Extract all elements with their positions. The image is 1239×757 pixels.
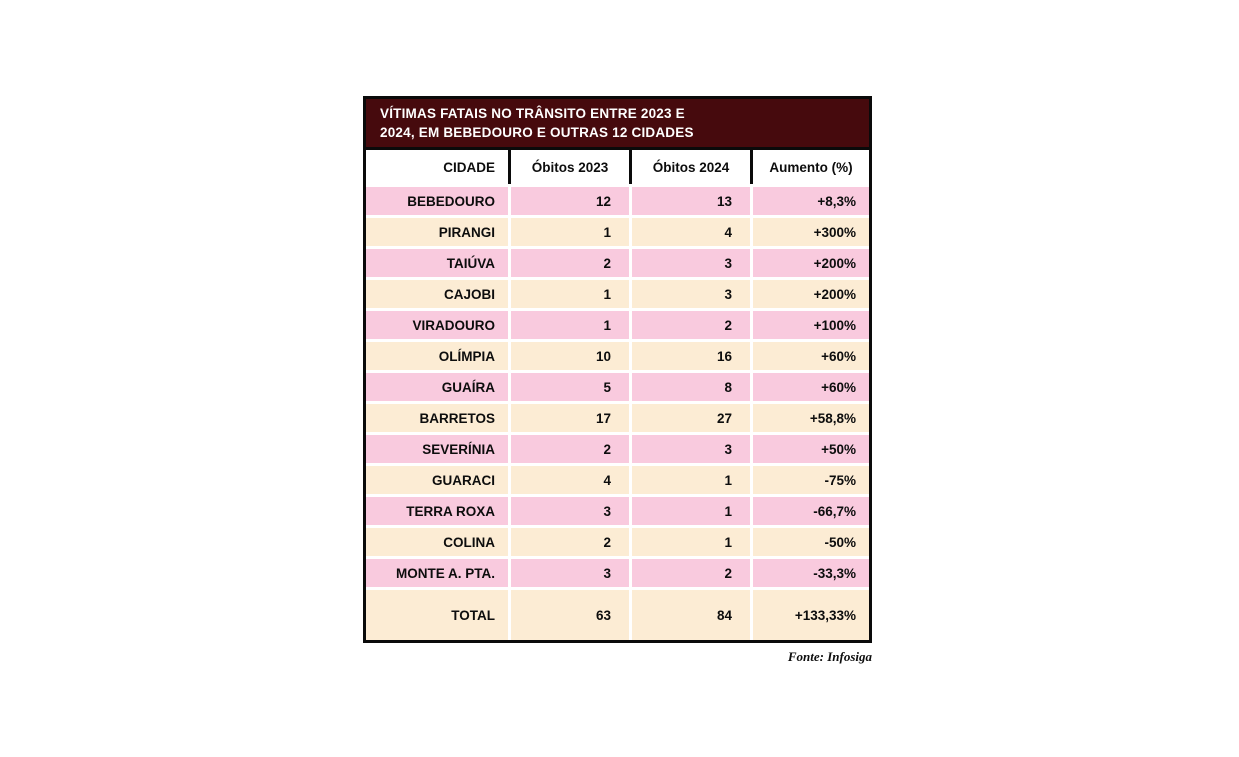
cell-aumento: +300%	[750, 218, 869, 246]
cell-obitos-2024: 1	[629, 528, 750, 556]
cell-cidade: BARRETOS	[366, 404, 508, 432]
cell-total-label: TOTAL	[366, 590, 508, 640]
cell-aumento: -66,7%	[750, 497, 869, 525]
cell-obitos-2024: 3	[629, 249, 750, 277]
cell-obitos-2024: 2	[629, 311, 750, 339]
cell-obitos-2023: 10	[508, 342, 629, 370]
table-row-viradouro	[366, 311, 869, 339]
cell-aumento: +60%	[750, 373, 869, 401]
cell-obitos-2023: 1	[508, 218, 629, 246]
cell-cidade: PIRANGI	[366, 218, 508, 246]
cell-obitos-2023: 3	[508, 497, 629, 525]
cell-obitos-2024: 1	[629, 466, 750, 494]
cell-obitos-2024: 8	[629, 373, 750, 401]
table-row-pirangi	[366, 218, 869, 246]
cell-cidade: TERRA ROXA	[366, 497, 508, 525]
column-header-obitos-2023: Óbitos 2023	[508, 150, 629, 184]
source-credit: Fonte: Infosiga	[787, 649, 872, 664]
cell-total-aumento: +133,33%	[750, 590, 869, 640]
cell-obitos-2024: 13	[629, 187, 750, 215]
cell-total-obitos-2023: 63	[508, 590, 629, 640]
cell-obitos-2023: 12	[508, 187, 629, 215]
cell-aumento: +50%	[750, 435, 869, 463]
cell-obitos-2023: 2	[508, 249, 629, 277]
cell-cidade: GUAÍRA	[366, 373, 508, 401]
cell-cidade: COLINA	[366, 528, 508, 556]
table-row-cajobi	[366, 280, 869, 308]
table-row-guaraci	[366, 466, 869, 494]
cell-obitos-2023: 4	[508, 466, 629, 494]
cell-cidade: MONTE A. PTA.	[366, 559, 508, 587]
cell-aumento: +8,3%	[750, 187, 869, 215]
table-title-line2: 2024, EM BEBEDOURO E OUTRAS 12 CIDADES	[380, 125, 694, 140]
table-title	[366, 99, 869, 150]
table-title-line1: VÍTIMAS FATAIS NO TRÂNSITO ENTRE 2023 E	[380, 106, 685, 121]
cell-aumento: +60%	[750, 342, 869, 370]
cell-total-obitos-2024: 84	[629, 590, 750, 640]
cell-obitos-2024: 16	[629, 342, 750, 370]
cell-cidade: GUARACI	[366, 466, 508, 494]
cell-aumento: +100%	[750, 311, 869, 339]
table-row-barretos	[366, 404, 869, 432]
cell-cidade: OLÍMPIA	[366, 342, 508, 370]
table-row-olimpia	[366, 342, 869, 370]
cell-cidade: VIRADOURO	[366, 311, 508, 339]
cell-obitos-2024: 1	[629, 497, 750, 525]
column-header-obitos-2024: Óbitos 2024	[629, 150, 750, 184]
cell-obitos-2023: 1	[508, 280, 629, 308]
table-row-monte-a-pta	[366, 559, 869, 587]
cell-obitos-2023: 3	[508, 559, 629, 587]
cell-obitos-2023: 1	[508, 311, 629, 339]
table-row-terra-roxa	[366, 497, 869, 525]
cell-cidade: SEVERÍNIA	[366, 435, 508, 463]
cell-cidade: BEBEDOURO	[366, 187, 508, 215]
cell-obitos-2024: 3	[629, 280, 750, 308]
cell-obitos-2023: 5	[508, 373, 629, 401]
fatalities-table	[363, 96, 872, 643]
column-header-cidade: CIDADE	[443, 159, 495, 175]
cell-obitos-2024: 27	[629, 404, 750, 432]
cell-cidade: TAIÚVA	[366, 249, 508, 277]
column-header-aumento: Aumento (%)	[750, 150, 869, 184]
table-row-colina	[366, 528, 869, 556]
cell-aumento: +200%	[750, 249, 869, 277]
cell-obitos-2023: 2	[508, 435, 629, 463]
cell-aumento: -50%	[750, 528, 869, 556]
table-header-row	[366, 150, 869, 184]
cell-obitos-2023: 17	[508, 404, 629, 432]
cell-aumento: -33,3%	[750, 559, 869, 587]
table-row-bebedouro	[366, 187, 869, 215]
table-row-guaira	[366, 373, 869, 401]
cell-obitos-2023: 2	[508, 528, 629, 556]
cell-obitos-2024: 3	[629, 435, 750, 463]
table-row-taiuva	[366, 249, 869, 277]
cell-obitos-2024: 2	[629, 559, 750, 587]
cell-obitos-2024: 4	[629, 218, 750, 246]
table-row-severinia	[366, 435, 869, 463]
cell-aumento: +200%	[750, 280, 869, 308]
table-row-total	[366, 590, 869, 640]
cell-aumento: +58,8%	[750, 404, 869, 432]
cell-cidade: CAJOBI	[366, 280, 508, 308]
cell-aumento: -75%	[750, 466, 869, 494]
